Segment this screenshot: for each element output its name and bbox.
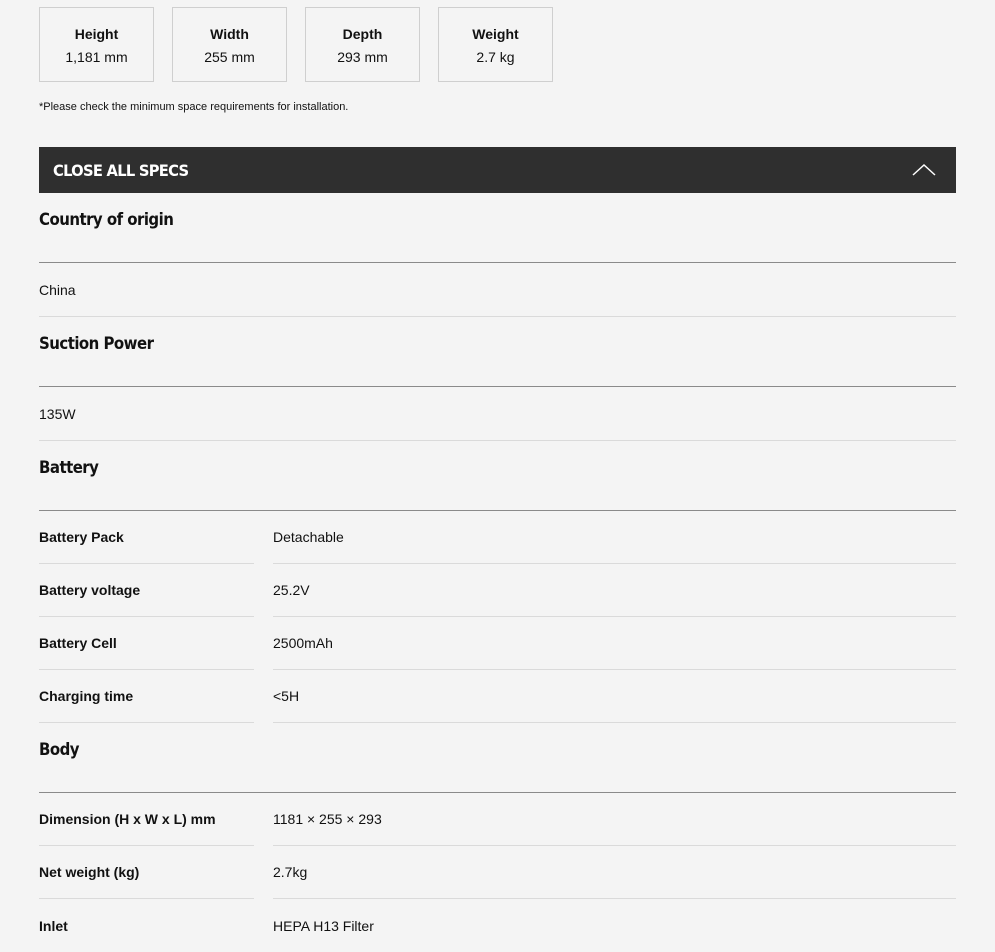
dimension-card-width [172,7,287,82]
spec-row [39,564,956,617]
spec-row [39,846,956,899]
spec-row [39,617,956,670]
spec-value: 2500mAh [273,617,956,670]
spec-value: Detachable [273,511,956,564]
spec-label: Inlet [39,917,68,934]
dimension-label: Width [210,26,249,42]
close-all-specs-button[interactable] [39,147,956,193]
spec-value: 1181 × 255 × 293 [273,793,956,846]
spec-row [39,670,956,723]
dimension-value: 2.7 kg [476,49,515,65]
spec-label: Dimension (H x W x L) mm [39,793,254,846]
dimension-label: Weight [472,26,519,42]
spec-label: Net weight (kg) [39,846,254,899]
section-header-country-of-origin [39,193,956,263]
dimension-label: Depth [342,26,383,42]
section-title: Country of origin [39,209,174,230]
section-title: Suction Power [39,333,154,354]
spec-value-country: China [39,263,956,317]
spec-value-suction-power: 135W [39,387,956,441]
chevron-up-icon [912,162,936,178]
spec-value: HEPA H13 Filter [273,917,374,934]
close-all-specs-label: CLOSE ALL SPECS [53,160,189,180]
spec-list [39,193,956,952]
spec-label: Battery Pack [39,511,254,564]
spec-row [39,793,956,846]
dimension-card-weight [438,7,553,82]
spec-label: Charging time [39,670,254,723]
dimension-label: Height [74,26,119,42]
dimension-value: 255 mm [204,49,255,65]
section-title: Battery [39,457,99,478]
dimension-card-depth [305,7,420,82]
dimension-summary [39,7,553,82]
spec-row [39,511,956,564]
spec-value: 25.2V [273,564,956,617]
dimension-card-height [39,7,154,82]
section-header-suction-power [39,317,956,387]
spec-label: Battery voltage [39,564,254,617]
section-header-battery [39,441,956,511]
dimension-value: 293 mm [337,49,388,65]
spec-row [39,899,956,952]
section-header-body [39,723,956,793]
installation-note: *Please check the minimum space requirements for installation. [39,101,349,113]
spec-label: Battery Cell [39,617,254,670]
dimension-value: 1,181 mm [65,49,128,65]
spec-value: 2.7kg [273,846,956,899]
section-title: Body [39,739,80,760]
spec-value: <5H [273,670,956,723]
